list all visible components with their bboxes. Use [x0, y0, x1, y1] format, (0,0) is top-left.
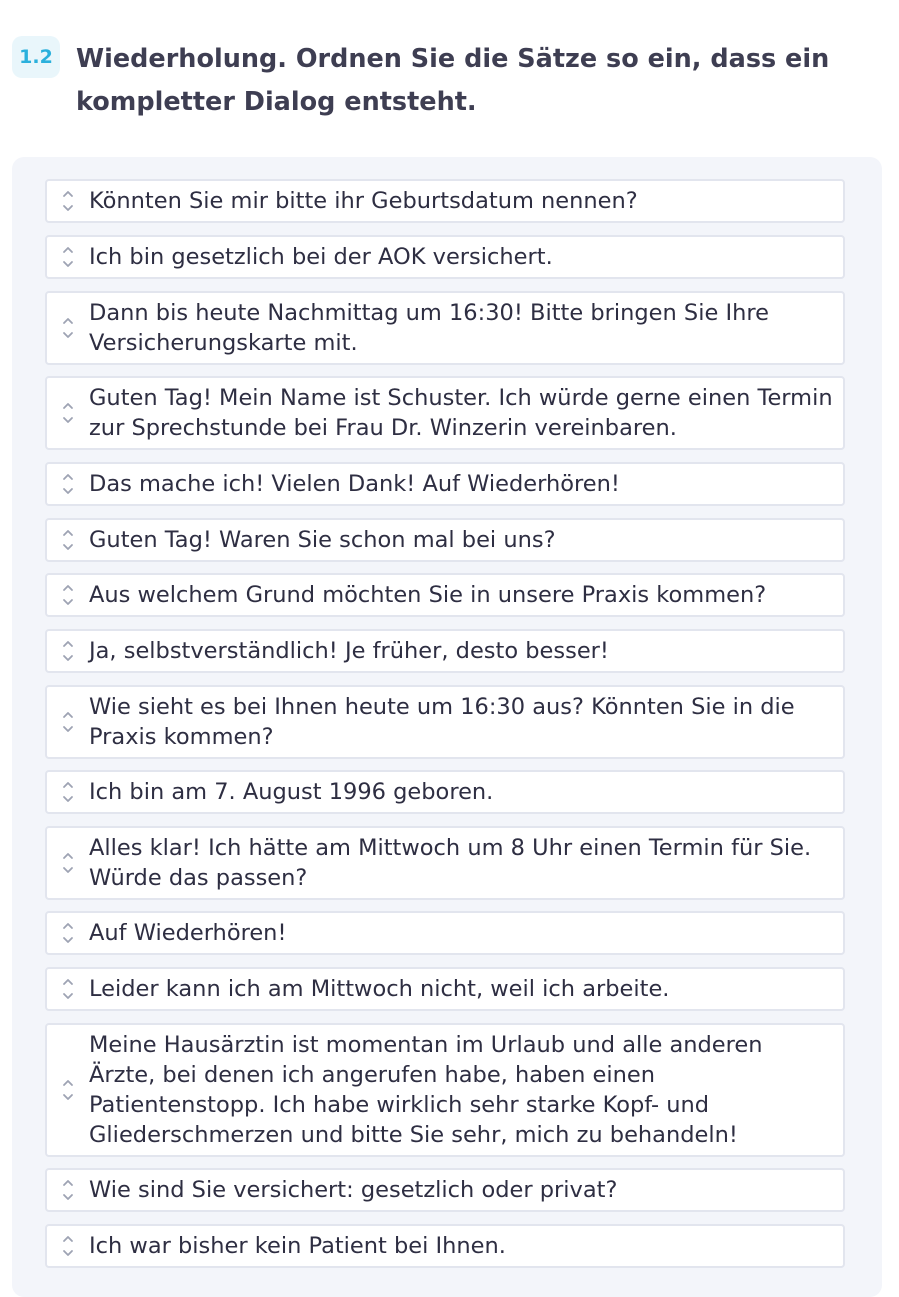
sortable-item-text: Das mache ich! Vielen Dank! Auf Wiederhören! [89, 471, 620, 497]
drag-handle-icon[interactable] [47, 293, 89, 363]
sortable-item[interactable] [45, 573, 845, 617]
sortable-item[interactable] [45, 518, 845, 562]
drag-handle-icon[interactable] [47, 520, 89, 560]
sortable-item-text: Auf Wiederhören! [89, 920, 287, 946]
sortable-item-text: Wie sieht es bei Ihnen heute um 16:30 aus? Könnten Sie in die Praxis kommen? [89, 694, 795, 750]
sortable-item[interactable] [45, 179, 845, 223]
sortable-item[interactable] [45, 685, 845, 759]
sortable-item-text: Ich bin gesetzlich bei der AOK versichert. [89, 244, 553, 270]
sortable-item-text: Aus welchem Grund möchten Sie in unsere Praxis kommen? [89, 582, 767, 608]
drag-handle-icon[interactable] [47, 969, 89, 1009]
sortable-item[interactable] [45, 235, 845, 279]
sortable-item[interactable] [45, 911, 845, 955]
sortable-item-text: Ja, selbstverständlich! Je früher, desto besser! [89, 638, 609, 664]
sortable-item-text: Wie sind Sie versichert: gesetzlich oder privat? [89, 1177, 618, 1203]
drag-handle-icon[interactable] [47, 1025, 89, 1155]
drag-handle-icon[interactable] [47, 687, 89, 757]
drag-handle-icon[interactable] [47, 1226, 89, 1266]
sortable-item[interactable] [45, 826, 845, 900]
sortable-item-text: Meine Hausärztin ist momentan im Urlaub und alle anderen Ärzte, bei denen ich angerufen habe, haben einen Patientenstopp. Ich habe wirklich sehr starke Kopf- und Gliederschmerzen und bitte Sie sehr, mich zu behandeln! [89, 1032, 763, 1148]
task-title: Wiederholung. Ordnen Sie die Sätze so ein, dass ein kompletter Dialog entsteht. [76, 44, 830, 117]
sortable-item[interactable] [45, 1168, 845, 1212]
drag-handle-icon[interactable] [47, 1170, 89, 1210]
sortable-item[interactable] [45, 967, 845, 1011]
drag-handle-icon[interactable] [47, 575, 89, 615]
sortable-item-text: Guten Tag! Mein Name ist Schuster. Ich würde gerne einen Termin zur Sprechstunde bei Frau Dr. Winzerin vereinbaren. [89, 385, 833, 441]
sortable-item-text: Ich war bisher kein Patient bei Ihnen. [89, 1233, 506, 1259]
sortable-item[interactable] [45, 291, 845, 365]
drag-handle-icon[interactable] [47, 631, 89, 671]
sortable-item-text: Dann bis heute Nachmittag um 16:30! Bitte bringen Sie Ihre Versicherungskarte mit. [89, 300, 769, 356]
sortable-item-text: Alles klar! Ich hätte am Mittwoch um 8 Uhr einen Termin für Sie. Würde das passen? [89, 835, 812, 891]
sortable-item-text: Leider kann ich am Mittwoch nicht, weil ich arbeite. [89, 976, 670, 1002]
drag-handle-icon[interactable] [47, 378, 89, 448]
sortable-item[interactable] [45, 376, 845, 450]
drag-handle-icon[interactable] [47, 464, 89, 504]
sortable-item[interactable] [45, 462, 845, 506]
sortable-item-text: Guten Tag! Waren Sie schon mal bei uns? [89, 527, 556, 553]
sortable-list [12, 157, 882, 1297]
drag-handle-icon[interactable] [47, 237, 89, 277]
drag-handle-icon[interactable] [47, 772, 89, 812]
sortable-item-text: Ich bin am 7. August 1996 geboren. [89, 779, 494, 805]
drag-handle-icon[interactable] [47, 828, 89, 898]
sortable-item[interactable] [45, 1023, 845, 1157]
drag-handle-icon[interactable] [47, 913, 89, 953]
task-number-badge: 1.2 [12, 36, 60, 78]
sortable-item[interactable] [45, 1224, 845, 1268]
sortable-item[interactable] [45, 629, 845, 673]
drag-handle-icon[interactable] [47, 181, 89, 221]
sortable-item[interactable] [45, 770, 845, 814]
sortable-item-text: Könnten Sie mir bitte ihr Geburtsdatum nennen? [89, 188, 638, 214]
